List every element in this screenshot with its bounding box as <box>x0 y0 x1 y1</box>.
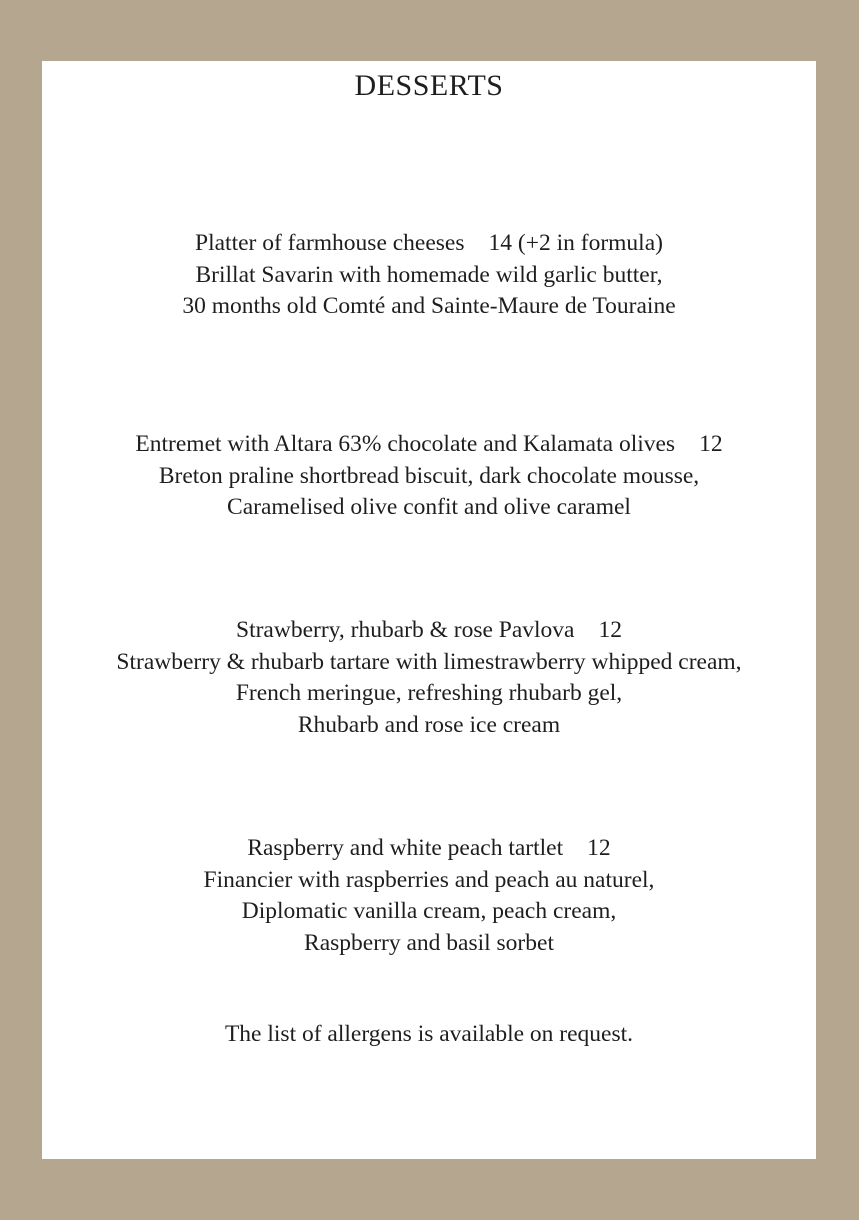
item-name: Entremet with Altara 63% chocolate and Kalamata olives <box>135 431 676 457</box>
item-description-line: Diplomatic vanilla cream, peach cream, <box>241 898 617 924</box>
item-name: Raspberry and white peach tartlet <box>247 835 564 861</box>
item-price: 14 (+2 in formula) <box>488 230 663 256</box>
item-description-line: Brillat Savarin with homemade wild garlic butter, <box>195 261 663 288</box>
item-price: 12 <box>587 835 611 861</box>
menu-title: DESSERTS <box>354 69 504 102</box>
menu-page <box>42 61 816 1159</box>
item-header <box>42 228 816 260</box>
menu-item-chocolate-entremet <box>42 429 816 524</box>
item-name: Strawberry, rhubarb & rose Pavlova <box>236 617 575 643</box>
menu-item-pavlova <box>42 615 816 741</box>
item-description-line: Caramelised olive confit and olive caramel <box>227 494 631 520</box>
item-name: Platter of farmhouse cheeses <box>195 230 465 256</box>
item-description-line: Strawberry & rhubarb tartare with limestrawberry whipped cream, <box>116 648 742 675</box>
item-description-line: Breton praline shortbread biscuit, dark chocolate mousse, <box>158 462 700 489</box>
item-description-line: French meringue, refreshing rhubarb gel, <box>235 680 623 706</box>
allergen-note: The list of allergens is available on request. <box>224 1021 634 1047</box>
menu-item-cheese-platter <box>42 228 816 323</box>
item-header <box>42 429 816 461</box>
item-description-line: 30 months old Comté and Sainte-Maure de Touraine <box>182 293 676 319</box>
item-header <box>42 833 816 865</box>
item-description-line: Raspberry and basil sorbet <box>304 929 554 956</box>
item-description-line: Financier with raspberries and peach au naturel, <box>203 866 655 893</box>
item-description-line: Rhubarb and rose ice cream <box>297 711 561 738</box>
item-price: 12 <box>699 431 723 457</box>
item-header <box>42 615 816 647</box>
menu-item-peach-tartlet <box>42 833 816 959</box>
item-price: 12 <box>598 617 622 643</box>
